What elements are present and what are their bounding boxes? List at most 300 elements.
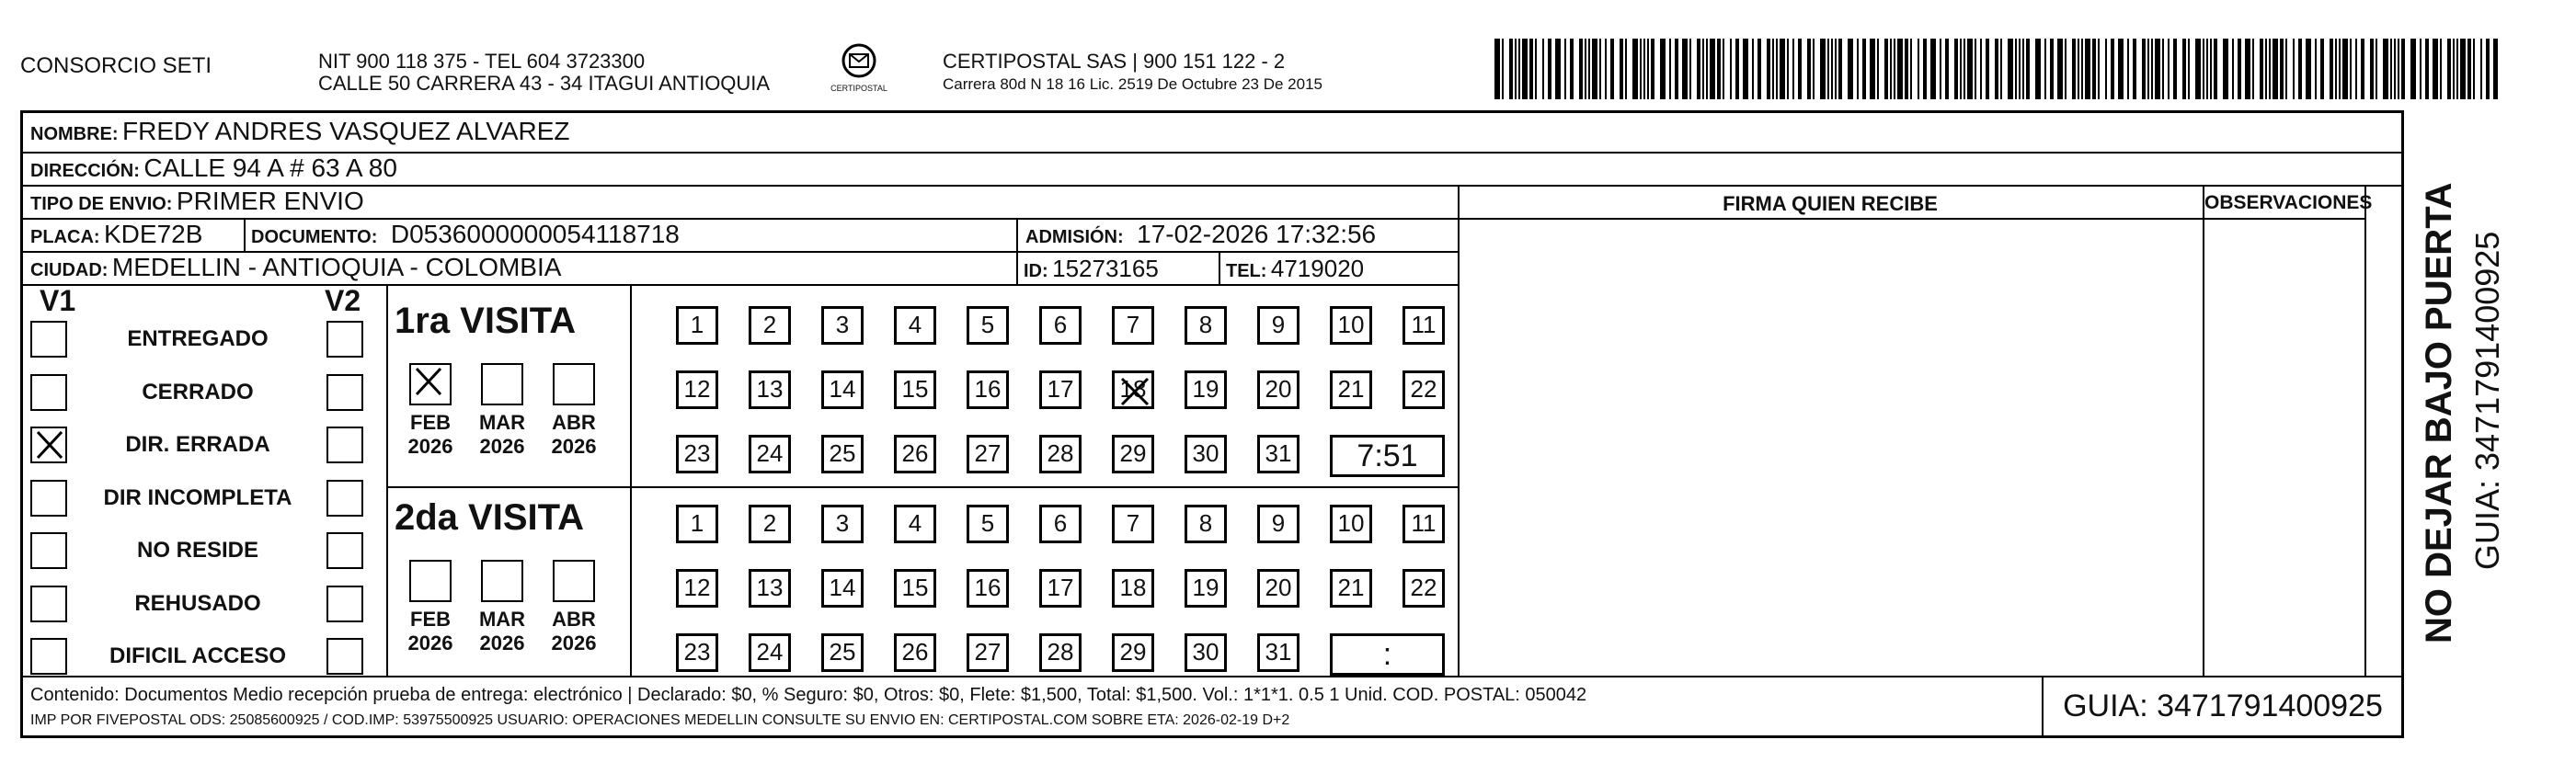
barcode-bar (2306, 39, 2311, 99)
v1-checkbox[interactable] (30, 638, 67, 675)
nombre-value: FREDY ANDRES VASQUEZ ALVAREZ (122, 117, 570, 145)
barcode-bar (1995, 39, 1998, 99)
barcode-bar (1835, 39, 1837, 99)
x-mark-icon (411, 365, 444, 398)
barcode-bar (1963, 39, 1965, 99)
barcode-bar (1890, 39, 1892, 99)
day-box[interactable]: 13 (749, 370, 791, 409)
day-box[interactable]: 9 (1257, 306, 1299, 345)
barcode-bar (2162, 39, 2164, 99)
barcode-bar (2410, 39, 2416, 99)
barcode-bar (1717, 39, 1721, 99)
barcode-bar (2085, 39, 2090, 99)
barcode-bar (2026, 39, 2030, 99)
barcode-bar (2370, 39, 2374, 99)
direccion-field (30, 154, 397, 183)
day-box[interactable]: 26 (894, 435, 936, 473)
month-checkbox[interactable] (409, 363, 452, 405)
company-address: CALLE 50 CARRERA 43 - 34 ITAGUI ANTIOQUIA (318, 72, 771, 95)
id-field (1024, 255, 1159, 283)
barcode-bar (1640, 39, 1642, 99)
barcode-bar (1945, 39, 1949, 99)
barcode-bar (2467, 39, 2471, 99)
tipo-value: PRIMER ENVIO (176, 187, 364, 215)
barcode-bar (1660, 39, 1666, 99)
barcode-bar (2420, 39, 2421, 99)
barcode-bar (1570, 39, 1574, 99)
barcode-bar (2098, 39, 2100, 99)
observaciones-header: OBSERVACIONES (2204, 192, 2373, 213)
barcode-bar (1643, 39, 1645, 99)
barcode-bar (1555, 39, 1561, 99)
barcode-bar (2015, 39, 2017, 99)
day-box[interactable]: 21 (1330, 569, 1372, 608)
barcode-bar (1632, 39, 1638, 99)
v1-checkbox[interactable] (30, 427, 67, 463)
barcode-bar (2383, 39, 2388, 99)
nombre-field (30, 117, 570, 146)
day-box[interactable]: 11 (1402, 306, 1445, 345)
barcode-bar (1564, 39, 1566, 99)
barcode-bar (1877, 39, 1879, 99)
day-box[interactable]: 23 (676, 633, 718, 672)
documento-field (251, 220, 680, 249)
v2-checkbox[interactable] (326, 374, 363, 411)
contenido-line: Contenido: Documentos Medio recepción prueba de entrega: electrónico | Declarado: $0, % Seguro: $0, Otros: $0, Flete: $1,500, Total: $1,500. Vol.: 1*1*1. 0.5 1 Unid. COD. POSTAL: 050042 (30, 685, 1587, 705)
status-label: DIR. ERRADA (125, 432, 270, 457)
barcode-bar (1838, 39, 1842, 99)
barcode-bar (1807, 39, 1811, 99)
placa-field (30, 220, 202, 249)
barcode-bar (2265, 39, 2267, 99)
month-checkbox[interactable] (481, 363, 523, 405)
barcode-bar (1730, 39, 1732, 99)
barcode-bar (2398, 39, 2399, 99)
barcode-bar (2173, 39, 2177, 99)
id-value: 15273165 (1052, 255, 1159, 282)
barcode-bar (1697, 39, 1700, 99)
barcode-bar (1967, 39, 1973, 99)
month-checkbox[interactable] (409, 560, 452, 602)
day-box[interactable]: 12 (676, 370, 718, 409)
barcode-bar (2105, 39, 2107, 99)
barcode-bar (2142, 39, 2146, 99)
barcode-bar (2133, 39, 2136, 99)
day-box[interactable]: 10 (1330, 505, 1372, 543)
barcode-bar (1857, 39, 1859, 99)
day-box[interactable]: 19 (1185, 569, 1227, 608)
day-box[interactable]: 7 (1112, 505, 1154, 543)
barcode-bar (2111, 39, 2114, 99)
barcode-bar (2390, 39, 2392, 99)
day-box[interactable]: 17 (1039, 370, 1082, 409)
day-box[interactable]: 10 (1330, 306, 1372, 345)
delivery-form (20, 110, 2404, 738)
barcode-bar (2022, 39, 2024, 99)
observaciones-area[interactable] (2207, 220, 2362, 674)
barcode-bar (1515, 39, 1517, 99)
barcode-bar (2453, 39, 2455, 99)
barcode-bar (2050, 39, 2054, 99)
barcode-bar (1518, 39, 1520, 99)
month-label: FEB 2026 (407, 608, 453, 654)
placa-value: KDE72B (104, 220, 203, 248)
day-box[interactable]: 30 (1185, 633, 1227, 672)
direccion-label: DIRECCIÓN: (30, 161, 140, 181)
barcode-bar (2433, 39, 2438, 99)
barcode-bar (2151, 39, 2153, 99)
day-box[interactable]: 28 (1039, 633, 1082, 672)
barcode-bar (2206, 39, 2208, 99)
barcode-bar (2260, 39, 2263, 99)
barcode-bar (1831, 39, 1833, 99)
visit1-title: 1ra VISITA (395, 301, 577, 341)
barcode-bar (2057, 39, 2063, 99)
barcode-bar (1780, 39, 1785, 99)
day-box[interactable]: 29 (1112, 633, 1154, 672)
day-box[interactable]: 18 (1112, 370, 1154, 409)
barcode-bar (2473, 39, 2475, 99)
day-box[interactable]: 1 (676, 505, 718, 543)
v2-header: V2 (325, 284, 361, 317)
barcode-bar (2252, 39, 2254, 99)
day-box[interactable]: 25 (821, 435, 864, 473)
barcode-bar (2044, 39, 2046, 99)
time-box[interactable]: : (1330, 633, 1445, 676)
day-box[interactable]: 16 (967, 569, 1009, 608)
day-box[interactable]: 29 (1112, 435, 1154, 473)
day-box[interactable]: 24 (749, 435, 791, 473)
barcode-bar (2460, 39, 2466, 99)
barcode-bar (2035, 39, 2041, 99)
barcode-bar (2188, 39, 2190, 99)
day-box[interactable]: 1 (676, 306, 718, 345)
day-box[interactable]: 25 (821, 633, 864, 672)
day-box[interactable]: 27 (967, 633, 1009, 672)
day-box[interactable]: 20 (1257, 569, 1299, 608)
month-label: FEB 2026 (407, 411, 453, 458)
day-box[interactable]: 17 (1039, 569, 1082, 608)
barcode-bar (1620, 39, 1623, 99)
day-box[interactable]: 8 (1185, 505, 1227, 543)
v1-header: V1 (40, 284, 76, 317)
barcode-bar (2019, 39, 2021, 99)
barcode-bar (1585, 39, 1586, 99)
v2-checkbox[interactable] (326, 638, 363, 675)
barcode-bar (1975, 39, 1976, 99)
barcode-bar (1592, 39, 1597, 99)
month-checkbox[interactable] (481, 560, 523, 602)
logo-label: CERTIPOSTAL (830, 84, 887, 93)
barcode-bar (2361, 39, 2364, 99)
barcode-bar (1870, 39, 1875, 99)
day-box[interactable]: 7 (1112, 306, 1154, 345)
barcode (1494, 39, 2502, 99)
day-box[interactable]: 5 (967, 306, 1009, 345)
barcode-bar (1675, 39, 1678, 99)
barcode-bar (2493, 39, 2499, 99)
day-box[interactable]: 4 (894, 505, 936, 543)
barcode-bar (2065, 39, 2067, 99)
day-box[interactable]: 21 (1330, 370, 1372, 409)
barcode-bar (1689, 39, 1691, 99)
documento-value: D0536000000054118718 (390, 220, 680, 248)
v1-checkbox[interactable] (30, 321, 67, 358)
barcode-bar (1940, 39, 1941, 99)
barcode-bar (1757, 39, 1761, 99)
barcode-bar (1910, 39, 1912, 99)
v2-checkbox[interactable] (326, 427, 363, 463)
barcode-bar (2320, 39, 2324, 99)
barcode-bar (1798, 39, 1802, 99)
barcode-bar (1862, 39, 1866, 99)
barcode-bar (1651, 39, 1654, 99)
day-box[interactable]: 6 (1039, 505, 1082, 543)
day-box[interactable]: 30 (1185, 435, 1227, 473)
barcode-bar (1743, 39, 1748, 99)
barcode-bar (2350, 39, 2352, 99)
certipostal-license: Carrera 80d N 18 16 Lic. 2519 De Octubre 23 De 2015 (943, 75, 1322, 93)
barcode-bar (1767, 39, 1770, 99)
admision-field (1025, 220, 1376, 249)
day-box[interactable]: 14 (821, 569, 864, 608)
ciudad-value: MEDELLIN - ANTIOQUIA - COLOMBIA (111, 253, 562, 281)
barcode-bar (1792, 39, 1794, 99)
admision-label: ADMISIÓN: (1025, 227, 1124, 247)
barcode-bar (2447, 39, 2451, 99)
v2-checkbox[interactable] (326, 586, 363, 622)
id-label: ID: (1024, 261, 1048, 281)
tel-field (1226, 255, 1364, 283)
barcode-bar (1494, 39, 1500, 99)
day-box[interactable]: 15 (894, 370, 936, 409)
v2-checkbox[interactable] (326, 532, 363, 569)
day-box[interactable]: 20 (1257, 370, 1299, 409)
day-box[interactable]: 13 (749, 569, 791, 608)
barcode-bar (1682, 39, 1688, 99)
barcode-bar (1669, 39, 1671, 99)
v2-checkbox[interactable] (326, 480, 363, 517)
barcode-bar (1625, 39, 1627, 99)
x-mark-icon (1118, 375, 1151, 408)
nombre-label: NOMBRE: (30, 124, 119, 144)
barcode-bar (2273, 39, 2278, 99)
day-box[interactable]: 22 (1402, 370, 1445, 409)
day-box[interactable]: 18 (1112, 569, 1154, 608)
barcode-bar (2401, 39, 2405, 99)
barcode-bar (2232, 39, 2234, 99)
day-box[interactable]: 3 (821, 306, 864, 345)
barcode-bar (1787, 39, 1789, 99)
barcode-bar (1723, 39, 1724, 99)
barcode-bar (1894, 39, 1895, 99)
nit-tel: NIT 900 118 375 - TEL 604 3723300 (318, 50, 646, 73)
time-box[interactable]: 7:51 (1330, 435, 1445, 477)
day-box[interactable]: 14 (821, 370, 864, 409)
barcode-bar (2008, 39, 2013, 99)
barcode-bar (2223, 39, 2228, 99)
barcode-bar (2147, 39, 2149, 99)
day-box[interactable]: 16 (967, 370, 1009, 409)
barcode-bar (1813, 39, 1815, 99)
barcode-bar (2280, 39, 2284, 99)
barcode-bar (2195, 39, 2201, 99)
barcode-bar (1579, 39, 1583, 99)
certipostal-name: CERTIPOSTAL SAS | 900 151 122 - 2 (943, 50, 1286, 73)
month-checkbox[interactable] (553, 560, 595, 602)
barcode-bar (1776, 39, 1778, 99)
day-box[interactable]: 26 (894, 633, 936, 672)
barcode-bar (1986, 39, 1989, 99)
v1-checkbox[interactable] (30, 532, 67, 569)
barcode-bar (2081, 39, 2083, 99)
day-box[interactable]: 2 (749, 306, 791, 345)
barcode-bar (2210, 39, 2212, 99)
barcode-bar (1923, 39, 1927, 99)
barcode-bar (2155, 39, 2160, 99)
day-box[interactable]: 24 (749, 633, 791, 672)
status-label: ENTREGADO (127, 326, 269, 351)
barcode-bar (1980, 39, 1982, 99)
month-label: ABR 2026 (551, 411, 597, 458)
month-label: MAR 2026 (478, 608, 526, 654)
barcode-bar (2072, 39, 2076, 99)
barcode-bar (2078, 39, 2079, 99)
visit2-title: 2da VISITA (395, 497, 584, 538)
documento-label: DOCUMENTO: (251, 227, 378, 247)
placa-label: PLACA: (30, 227, 100, 247)
barcode-bar (2440, 39, 2442, 99)
barcode-bar (1884, 39, 1888, 99)
barcode-bar (2456, 39, 2458, 99)
barcode-bar (2339, 39, 2341, 99)
barcode-bar (1905, 39, 1908, 99)
tel-value: 4719020 (1270, 255, 1365, 282)
month-checkbox[interactable] (553, 363, 595, 405)
barcode-bar (2293, 39, 2295, 99)
month-label: MAR 2026 (478, 411, 526, 458)
status-label: CERRADO (142, 379, 254, 404)
barcode-bar (1820, 39, 1826, 99)
day-box[interactable]: 4 (894, 306, 936, 345)
barcode-bar (2425, 39, 2429, 99)
month-label: ABR 2026 (551, 608, 597, 654)
barcode-bar (1827, 39, 1829, 99)
barcode-bar (1735, 39, 1739, 99)
direccion-value: CALLE 94 A # 63 A 80 (143, 154, 397, 182)
envelope-icon (841, 42, 877, 79)
guia-box: GUIA: 3471791400925 (2063, 689, 2383, 723)
day-box[interactable]: 19 (1185, 370, 1227, 409)
day-box[interactable]: 3 (821, 505, 864, 543)
barcode-bar (2245, 39, 2250, 99)
day-box[interactable]: 6 (1039, 306, 1082, 345)
barcode-bar (2480, 39, 2482, 99)
barcode-bar (2182, 39, 2186, 99)
barcode-bar (1930, 39, 1936, 99)
v1-checkbox[interactable] (30, 480, 67, 517)
v1-checkbox[interactable] (30, 374, 67, 411)
barcode-bar (1522, 39, 1528, 99)
ciudad-label: CIUDAD: (30, 260, 109, 280)
status-label: REHUSADO (134, 590, 261, 616)
barcode-bar (1710, 39, 1715, 99)
barcode-bar (2376, 39, 2377, 99)
day-box[interactable]: 23 (676, 435, 718, 473)
day-box[interactable]: 22 (1402, 569, 1445, 608)
ciudad-field (30, 253, 561, 282)
barcode-bar (2298, 39, 2302, 99)
barcode-bar (2315, 39, 2317, 99)
barcode-bar (2486, 39, 2490, 99)
barcode-bar (1542, 39, 1544, 99)
barcode-bar (2285, 39, 2287, 99)
barcode-bar (2394, 39, 2396, 99)
status-label: DIFICIL ACCESO (109, 643, 286, 668)
day-box[interactable]: 9 (1257, 505, 1299, 543)
barcode-bar (1535, 39, 1537, 99)
side-guia: GUIA: 3471791400925 (2468, 231, 2506, 570)
day-box[interactable]: 2 (749, 505, 791, 543)
barcode-bar (2168, 39, 2170, 99)
barcode-bar (1529, 39, 1533, 99)
status-label: DIR INCOMPLETA (103, 484, 292, 510)
side-warning: NO DEJAR BAJO PUERTA (2419, 182, 2459, 643)
barcode-bar (1599, 39, 1601, 99)
barcode-bar (2000, 39, 2002, 99)
day-box[interactable]: 31 (1257, 435, 1299, 473)
x-mark-icon (32, 428, 65, 461)
day-box[interactable]: 15 (894, 569, 936, 608)
v1-checkbox[interactable] (30, 586, 67, 622)
barcode-bar (1960, 39, 1962, 99)
barcode-bar (1772, 39, 1774, 99)
status-label: NO RESIDE (136, 538, 259, 563)
barcode-bar (1706, 39, 1708, 99)
imp-line: IMP POR FIVEPOSTAL ODS: 25085600925 / COD.IMP: 53975500925 USUARIO: OPERACIONES MEDELLIN CONSULTE SU ENVIO EN: CERTIPOSTAL.COM SOBRE ETA: 2026-02-19 D+2 (30, 712, 1290, 728)
company-name: CONSORCIO SETI (20, 53, 212, 78)
barcode-bar (1548, 39, 1551, 99)
tel-label: TEL: (1226, 261, 1267, 281)
barcode-bar (2335, 39, 2337, 99)
barcode-bar (2203, 39, 2204, 99)
barcode-bar (1605, 39, 1607, 99)
barcode-bar (2118, 39, 2124, 99)
admision-value: 17-02-2026 17:32:56 (1137, 220, 1377, 248)
barcode-bar (2238, 39, 2241, 99)
barcode-bar (1897, 39, 1903, 99)
day-box[interactable]: 11 (1402, 505, 1445, 543)
day-box[interactable]: 5 (967, 505, 1009, 543)
certipostal-logo (828, 42, 890, 101)
barcode-bar (2127, 39, 2129, 99)
barcode-bar (1502, 39, 1504, 99)
day-box[interactable]: 28 (1039, 435, 1082, 473)
signature-area[interactable] (1462, 220, 2198, 674)
barcode-bar (1918, 39, 1919, 99)
day-box[interactable]: 31 (1257, 633, 1299, 672)
v2-checkbox[interactable] (326, 321, 363, 358)
day-box[interactable]: 8 (1185, 306, 1227, 345)
day-box[interactable]: 12 (676, 569, 718, 608)
barcode-bar (2342, 39, 2348, 99)
barcode-bar (2355, 39, 2357, 99)
barcode-bar (2330, 39, 2333, 99)
tipo-field (30, 187, 364, 216)
barcode-bar (1588, 39, 1590, 99)
day-box[interactable]: 27 (967, 435, 1009, 473)
tipo-label: TIPO DE ENVIO: (30, 194, 173, 214)
